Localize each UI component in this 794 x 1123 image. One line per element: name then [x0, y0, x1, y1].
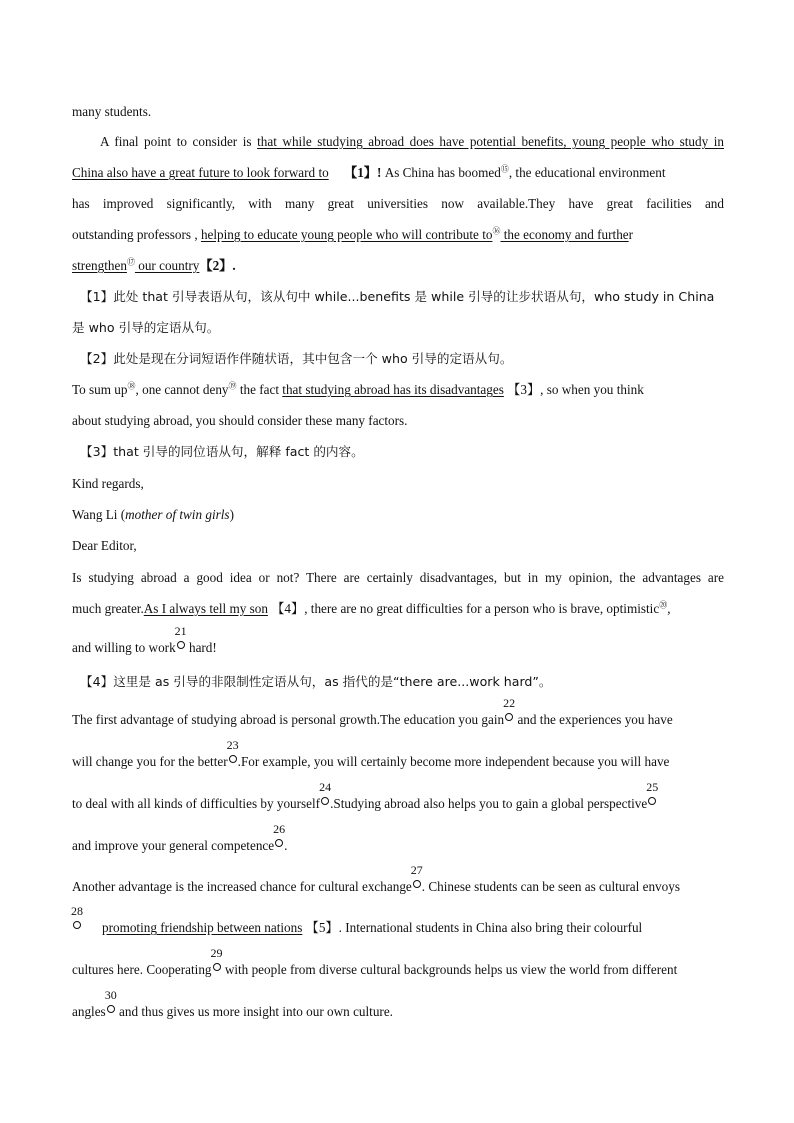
note-marker-16: ⑯	[492, 226, 501, 236]
growth-line-4: and improve your general competence 26 .	[72, 822, 288, 853]
exchange-line-3: cultures here. Cooperating 29 with people from diverse cultural backgrounds helps us view the world from different	[72, 946, 678, 977]
underlined-clause: China also have a great future to look forward to	[72, 165, 329, 180]
blank-marker-29: 29	[212, 960, 222, 974]
para-final-point-line-2: China also have a great future to look forward to 【1】! As China has boomed⑮, the educational environment	[72, 164, 666, 180]
note-1-line-1: 【1】此处 that 引导表语从句，该从句中 while...benefits 是 while 引导的让步状语从句，who study in China	[80, 289, 715, 304]
exchange-line-1: Another advantage is the increased chance for cultural exchange 27 . Chinese students can be seen as cultural envoys	[72, 863, 680, 894]
growth-line-1: The first advantage of studying abroad is personal growth.The education you gain 22 and the experiences you have	[72, 696, 673, 727]
underlined-phrase: promoting friendship between nations	[102, 920, 303, 935]
note-4: 【4】这里是 as 引导的非限制性定语从句，as 指代的是“there are...work hard”。	[80, 674, 552, 689]
para-final-point-line-1: A final point to consider is that while studying abroad does have potential benefits, young people who study in	[100, 134, 724, 149]
blank-marker-30: 30	[106, 1002, 116, 1016]
underlined-clause: As I always tell my son	[143, 601, 268, 616]
exchange-line-4: angles 30 and thus gives us more insight into our own culture.	[72, 988, 393, 1019]
note-marker-19: ⑲	[228, 381, 237, 391]
blank-marker-21: 21	[176, 638, 186, 652]
para-final-point-line-4: outstanding professors , helping to educate young people who will contribute to⑯ the economy and further	[72, 226, 634, 242]
blank-marker-26: 26	[274, 836, 284, 850]
exchange-line-2: 28 promoting friendship between nations 【5】. International students in China also bring their colourful	[71, 904, 643, 935]
salutation: Dear Editor,	[72, 538, 137, 553]
note-marker-15: ⑮	[500, 164, 509, 174]
closing-regards: Kind regards,	[72, 476, 144, 491]
para-final-point-line-5: strengthen⑰ our country【2】.	[72, 257, 236, 273]
note-marker-20: ⑳	[659, 600, 668, 610]
underlined-phrase: helping to educate young people who will contribute to	[200, 227, 493, 242]
note-marker-18: ⑱	[127, 381, 136, 391]
note-1-line-2: 是 who 引导的定语从句。	[72, 320, 220, 335]
underlined-clause: that while studying abroad does have potential benefits, young people who study in	[257, 134, 724, 149]
blank-marker-27: 27	[412, 877, 422, 891]
blank-marker-28: 28	[72, 918, 82, 932]
signature: Wang Li (mother of twin girls)	[72, 507, 234, 522]
growth-line-3: to deal with all kinds of difficulties by yourself 24 .Studying abroad also helps you to gain a global perspective 25	[72, 780, 659, 811]
para-final-point-line-3: has improved significantly, with many great universities now available.They have great facilities and	[72, 196, 724, 211]
blank-marker-24: 24	[320, 794, 330, 808]
note-3: 【3】that 引导的同位语从句，解释 fact 的内容。	[80, 444, 364, 459]
line-many-students: many students.	[72, 104, 152, 119]
note-marker-17: ⑰	[126, 257, 135, 267]
blank-marker-25: 25	[647, 794, 657, 808]
blank-marker-22: 22	[504, 710, 514, 724]
letter-2-line-1: Is studying abroad a good idea or not? There are certainly disadvantages, but in my opinion, the advantages are	[72, 570, 724, 585]
growth-line-2: will change you for the better 23 .For example, you will certainly become more independent because you will have	[72, 738, 670, 769]
note-2: 【2】此处是现在分词短语作伴随状语，其中包含一个 who 引导的定语从句。	[80, 351, 513, 366]
para-sum-up-line-1: To sum up⑱, one cannot deny⑲ the fact that studying abroad has its disadvantages 【3】, so when you think	[72, 381, 644, 397]
blank-marker-23: 23	[228, 752, 238, 766]
letter-2-line-3: and willing to work 21 hard!	[72, 624, 217, 655]
letter-2-line-2: much greater.As I always tell my son 【4】, there are no great difficulties for a person who is brave, optimistic⑳,	[72, 600, 671, 616]
underlined-clause: that studying abroad has its disadvantages	[282, 382, 504, 397]
marker-1: 【1】!	[344, 165, 382, 180]
marker-2: 【2】.	[199, 258, 236, 273]
para-sum-up-line-2: about studying abroad, you should consider these many factors.	[72, 413, 408, 428]
